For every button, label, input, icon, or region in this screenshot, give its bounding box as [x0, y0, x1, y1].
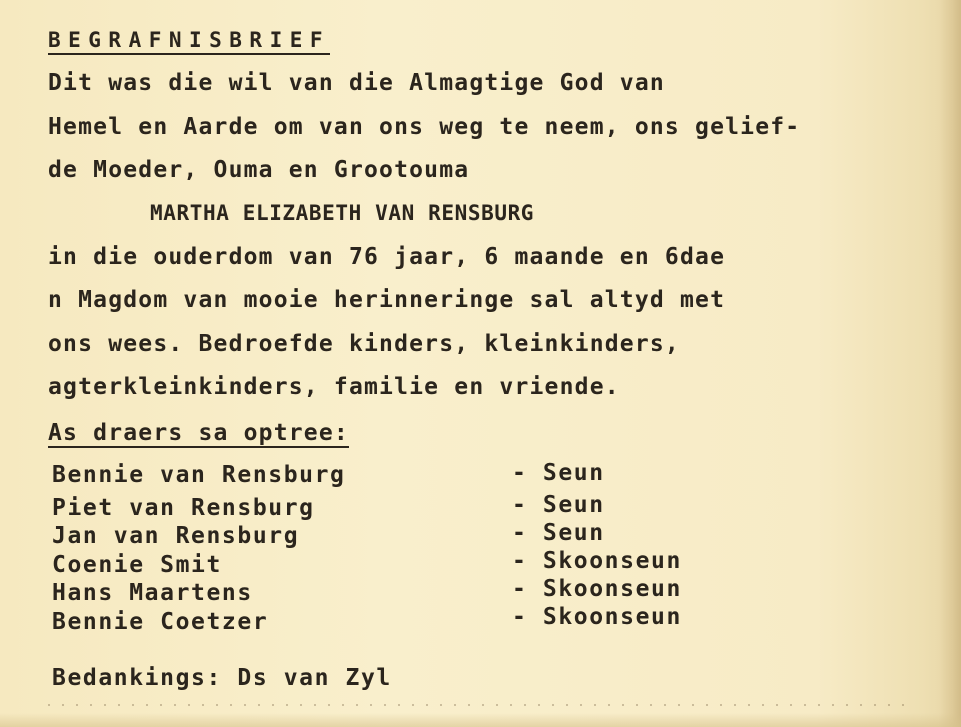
pallbearer-role: - Seun — [512, 460, 605, 486]
paper-edge-shadow — [939, 0, 961, 727]
pallbearer-name: Piet van Rensburg — [52, 495, 315, 521]
pallbearer-role: - Skoonseun — [512, 548, 682, 574]
pallbearer-name: Jan van Rensburg — [52, 523, 300, 549]
thanks-line: Bedankings: Ds van Zyl — [52, 665, 392, 691]
paragraph2-line-4: agterkleinkinders, familie en vriende. — [48, 374, 620, 400]
pallbearer-role: - Skoonseun — [512, 576, 682, 602]
pallbearer-name: Hans Maartens — [52, 580, 253, 606]
deceased-name: MARTHA ELIZABETH VAN RENSBURG — [150, 201, 535, 225]
pallbearer-role: - Seun — [512, 520, 605, 546]
paper-bottom-edge — [0, 713, 961, 727]
pallbearer-role: - Seun — [512, 492, 605, 518]
bottom-dotted-rule — [48, 704, 908, 706]
paragraph2-line-1: in die ouderdom van 76 jaar, 6 maande en 6dae — [48, 244, 726, 270]
paragraph2-line-2: n Magdom van mooie herinneringe sal altyd met — [48, 287, 726, 313]
paragraph2-line-3: ons wees. Bedroefde kinders, kleinkinders, — [48, 331, 680, 357]
pallbearer-role: - Skoonseun — [512, 604, 682, 630]
pallbearers-heading: As draers sa optree: — [48, 420, 349, 446]
paragraph-line-2: Hemel en Aarde om van ons weg te neem, ons gelief- — [48, 114, 801, 140]
paragraph-line-1: Dit was die wil van die Almagtige God van — [48, 70, 665, 96]
pallbearer-name: Bennie Coetzer — [52, 609, 269, 635]
pallbearer-name: Coenie Smit — [52, 552, 222, 578]
pallbearer-name: Bennie van Rensburg — [52, 462, 346, 488]
paragraph-line-3: de Moeder, Ouma en Grootouma — [48, 157, 470, 183]
document-title: BEGRAFNISBRIEF — [48, 28, 330, 55]
